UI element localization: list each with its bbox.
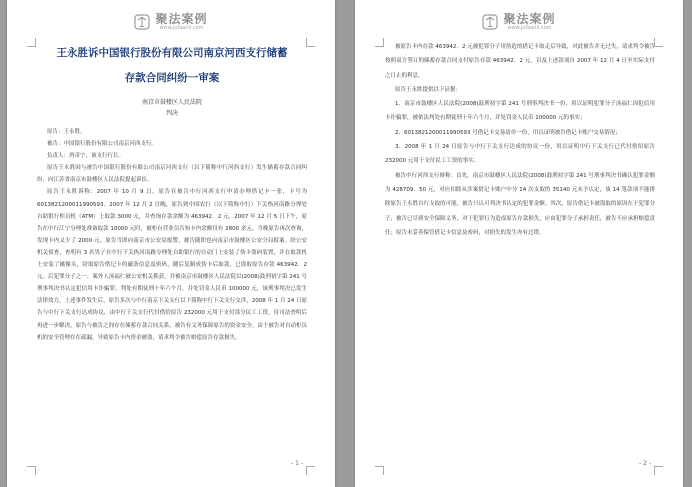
case-intro-paragraph: 原告王永胜因与被告中国银行股份有限公司南京河西支行（以下简称中行河西支行）发生储蓄存款合同纠纷，向江苏省南京市鼓楼区人民法院提起诉讼。 [37,165,307,184]
defendant-defense-paragraph: 被告中行河西支行辩称：首先，南京市鼓楼区人民法院(2008)鼓刑初字第 241 号刑事判决书确认犯罪金额为 428709．50 元，对应扣除从涉案借记卡账户中分 14 次支取的 35140 元未予认定，该 14 笔款项不能排除原告王永胜自行支取的可能，被告只认可判决书认定的犯罪金额。其次，原告借记卡被盗取的原因在于犯罪分子，被告已尽到安全保障义务，对于犯罪行为造成原告存款损失，应由犯罪分子承担责任，被告不应承担赔偿责任；原告未妥善保管借记卡信息及密码，对损失的发生亦有过错。 [385,172,655,236]
case-title-line-2: 存款合同纠纷一审案 [124,72,220,84]
scales-logo-icon [482,14,498,30]
page-corner-mark [306,38,315,47]
site-logo [7,9,335,35]
document-page-1 [7,0,335,487]
scales-logo-icon [134,14,150,30]
evidence-item-2: 2．6013821200011990593 号借记卡交易清单一份，用以证明被告借记卡账户交易情况； [395,129,621,136]
page-number: - 1 - [291,460,303,467]
evidence-item-1: 1．南京市鼓楼区人民法院(2008)鼓刑初字第 241 号刑事判决书一份，用以证明犯罪分子汤福仁因犯信用卡诈骗罪，被依法判处有期徒刑十年六个月，并处罚金人民币 100000 元的事实； [385,101,655,122]
logo-url: www.jufaanli.com [507,25,552,31]
page-corner-mark [375,466,384,475]
plaintiff-line: 原告：王永胜。 [47,129,86,135]
court-name: 南京市鼓楼区人民法院 [141,99,202,106]
defendant-line: 被告：中国银行股份有限公司南京河西支行。 [47,141,158,148]
plaintiff-claim-paragraph: 原告王永胜诉称：2007 年 10 月 9 日，原告在被告中行河西支行申请办理借记卡一张，卡号为 6013821200011990593。2007 年 12 月 2 日晚，原告到中国农行（以下简称中行）下关热河南路分理处自助银行柜员机（ATM）上取款 3000 元，并查询存款余额为 463942．2 元。2007 年 12 月 5 日下午，原告在中行江宁分理处准备取款 10000 元时，被柜台营业员告知卡内余额仅有 2800 余元。当晚原告再次查询，发现卡内又少了 2000 元。原告当即向南京市公安局报警，被告随即也向南京市鼓楼区公安分局报案。经公安机关侦查，查明有 3 名男子在中行下关热河南路分理处自助银行的自动门上安装了伪卡盗码装置，并在取款机上安装了摄像头，窃取原告借记卡的磁条信息及密码，随后复制成伪卡后取款，已盗取原告存款 463942．2 元。后犯罪分子之一、案外人汤福仁被公安机关抓获，并被南京市鼓楼区人民法院以(2008)鼓刑初字第 241 号刑事判决书认定犯信用卡诈骗罪，判处有期徒刑十年六个月，并处罚金人民币 100000 元，该刑事判决已发生法律效力。上述事件发生后，原告多次与中行南京下关支行以下简称中行下关支行交涉，2008 年 1 月 24 日原告与中行下关支行达成协议，由中行下关支行代付借给原告 232000 元用于支付部分民工工资，待司法查明后再进一步解决。原告与被告之间存在储蓄存款合同关系，被告有义务保障原告的资金安全。由于被告对自动柜员机的安全管理存在疏漏，导致原告卡内资金被盗，请求判令被告赔偿原告存款损失。 [37,189,307,341]
page-corner-mark [654,38,663,47]
evidence-item-3: 3．2008 年 1 月 24 日原告与中行下关支行达成的协议一份，用以证明中行下关支行已代付借给原告 232000 元用于支付民工工资的事实。 [385,144,655,165]
page-corner-mark [27,38,36,47]
claim-continuation-paragraph: 被原告卡内存款 463942．2 元被犯罪分子用伪造的借记卡取走后导致，对此被告并无过失。请求判令被告按照双方签订的储蓄存款合同支付原告存款 463942．2 元，以及上述款项自 2007 年 12 月 4 日至实际支付之日止的利息。 [385,44,655,79]
logo-name: 聚法案例 [155,12,208,26]
document-page-2 [355,0,683,487]
page-corner-mark [27,466,36,475]
logo-url: www.jufaanli.com [159,25,204,31]
page-corner-mark [306,466,315,475]
document-type: 判决 [165,110,178,117]
page-corner-mark [654,466,663,475]
page-2-body [385,40,655,240]
site-logo [355,9,683,35]
page-corner-mark [375,38,384,47]
logo-name: 聚法案例 [503,12,556,26]
page-1-body [37,40,307,344]
evidence-heading: 原告王永胜提供以下证据： [395,86,462,93]
page-number: - 2 - [639,460,651,467]
representative-line: 负责人：唐奇宁，该支行行长。 [47,153,125,160]
case-title-line-1: 王永胜诉中国银行股份有限公司南京河西支行储蓄 [56,47,288,59]
